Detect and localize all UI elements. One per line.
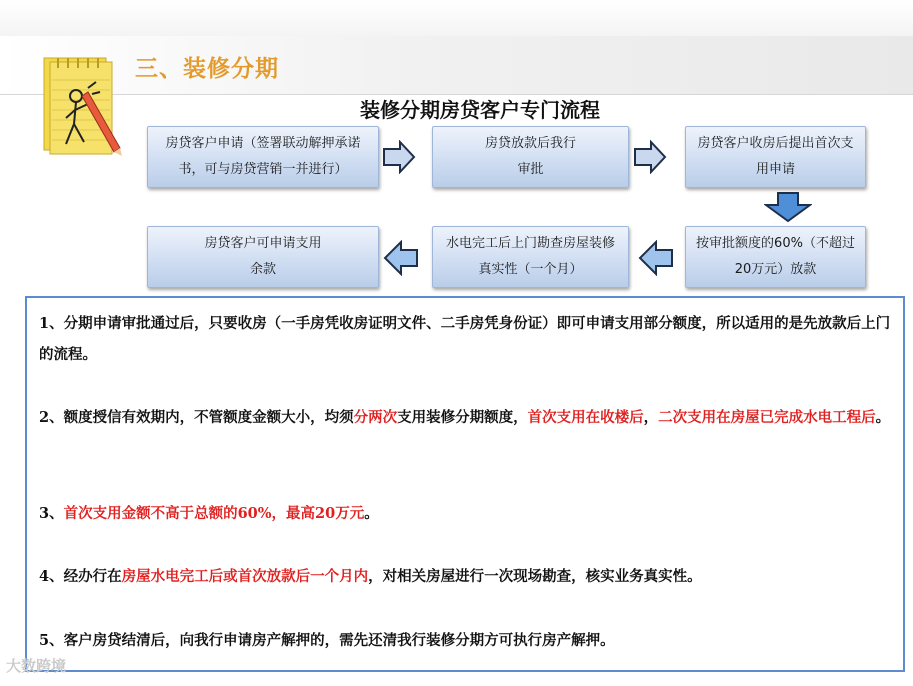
note-4	[39, 561, 893, 592]
flow-step-5: 水电完工后上门勘查房屋装修真实性（一个月）	[432, 226, 629, 288]
flow-title: 装修分期房贷客户专门流程	[360, 98, 600, 122]
note-2-text: ，	[643, 409, 659, 426]
flow-step-1: 房贷客户申请（签署联动解押承诺书，可与房贷营销一并进行）	[147, 126, 379, 188]
watermark: 大数跨境	[6, 657, 67, 675]
note-3-text: 。	[364, 505, 379, 522]
flow-step-6: 房贷客户可申请支用余款	[147, 226, 379, 288]
note-5: 5、客户房贷结清后，向我行申请房产解押的，需先还清我行装修分期方可执行房产解押。	[39, 632, 615, 649]
flow-step-2: 房贷放款后我行审批	[432, 126, 629, 188]
note-2-highlight: 分两次	[353, 409, 398, 426]
note-2	[39, 402, 893, 433]
section-title: 三、装修分期	[135, 56, 279, 82]
note-2-text: 支用装修分期额度，	[397, 409, 528, 426]
note-2-text: 2、额度授信有效期内，不管额度金额大小，均须	[39, 409, 354, 426]
note-4-text: ，对相关房屋进行一次现场勘查，核实业务真实性。	[368, 568, 702, 585]
arrow-right-icon	[633, 140, 667, 174]
arrow-right-icon	[382, 140, 416, 174]
note-4-text: 4、经办行在	[39, 568, 122, 585]
note-3-highlight: 首次支用金额不高于总额的60%，最高20万元	[63, 505, 365, 522]
note-3-text: 3、	[39, 505, 64, 522]
note-4-highlight: 房屋水电完工后或首次放款后一个月内	[121, 568, 369, 585]
note-2-text: 。	[875, 409, 891, 426]
note-1: 1、分期申请审批通过后，只要收房（一手房凭收房证明文件、二手房凭身份证）即可申请支用部分额度，所以适用的是先放款后上门的流程。	[39, 315, 891, 363]
note-2-highlight: 二次支用在房屋已完成水电工程后	[658, 409, 876, 426]
arrow-down-icon	[764, 191, 812, 223]
flow-step-3: 房贷客户收房后提出首次支用申请	[685, 126, 866, 188]
note-3	[39, 498, 893, 529]
top-strip	[0, 0, 913, 36]
notes-panel	[25, 296, 905, 672]
arrow-left-icon	[383, 240, 419, 276]
note-2-highlight: 首次支用在收楼后	[527, 409, 644, 426]
flow-step-4: 按审批额度的60%（不超过20万元）放款	[685, 226, 866, 288]
arrow-left-icon	[638, 240, 674, 276]
notepad-pencil-icon	[30, 44, 130, 162]
